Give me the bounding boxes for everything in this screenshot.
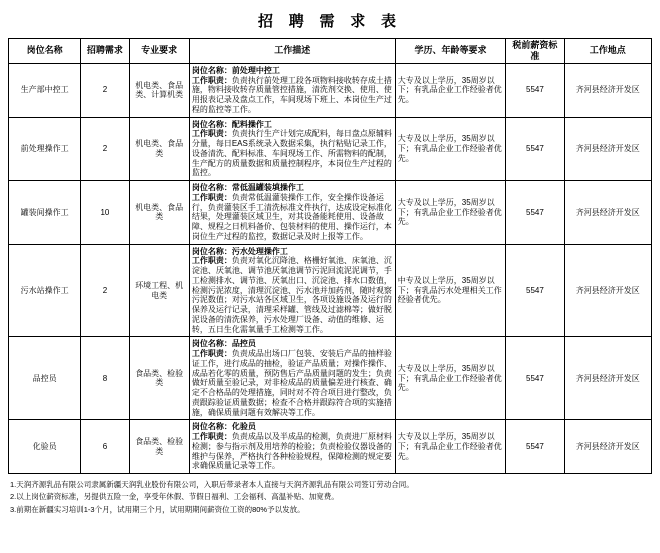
desc-name-value: 配料操作工 — [231, 119, 272, 129]
cell-job-salary: 5547 — [506, 420, 564, 474]
desc-duty-text: 负责执行生产计划完成配料，每日盘点原辅料分量，每日EAS系统录入数据采集，执行粘贴记录工作，设备清洗、配料标准、车间现场工作、所需物料的配制，生产配方的质量数据和质量控制程序，本岗位生产过程的监控。 — [191, 129, 392, 178]
cell-job-requirements: 大专及以上学历，35周岁以下；有乳品企业工作经验者优先。 — [395, 337, 506, 420]
table-header-row — [9, 39, 652, 64]
cell-job-count: 2 — [81, 63, 129, 117]
cell-job-count: 2 — [81, 244, 129, 337]
desc-name-label: 岗位名称： — [191, 119, 232, 129]
cell-job-location: 齐河县经济开发区 — [564, 117, 651, 181]
cell-job-count: 6 — [81, 420, 129, 474]
cell-job-name: 前处理操作工 — [9, 117, 81, 181]
column-header-name: 岗位名称 — [9, 39, 81, 64]
desc-name-value: 化验员 — [231, 422, 256, 432]
cell-job-salary: 5547 — [506, 337, 564, 420]
desc-name-label: 岗位名称： — [191, 422, 232, 432]
cell-job-requirements: 中专及以上学历，35周岁以下；有乳品污水处理相关工作经验者优先。 — [395, 244, 506, 337]
cell-job-name: 品控员 — [9, 337, 81, 420]
desc-duty-label: 工作职责： — [191, 192, 232, 202]
desc-name-value: 污水处理操作工 — [231, 246, 288, 256]
desc-name-value: 品控员 — [231, 339, 256, 349]
cell-job-major: 食品类、检验类 — [129, 420, 189, 474]
desc-name-value: 前处理中控工 — [231, 65, 280, 75]
column-header-description: 工作描述 — [189, 39, 395, 64]
column-header-requirements: 学历、年龄等要求 — [395, 39, 506, 64]
desc-duty-label: 工作职责： — [191, 75, 232, 85]
cell-job-count: 10 — [81, 181, 129, 245]
cell-job-count: 2 — [81, 117, 129, 181]
cell-job-salary: 5547 — [506, 244, 564, 337]
desc-duty-label: 工作职责： — [191, 129, 232, 139]
cell-job-description — [189, 420, 395, 474]
desc-duty-label: 工作职责： — [191, 349, 232, 359]
cell-job-location: 齐河县经济开发区 — [564, 181, 651, 245]
table-row — [9, 337, 652, 420]
cell-job-description — [189, 63, 395, 117]
desc-name-label: 岗位名称： — [191, 246, 232, 256]
cell-job-name: 污水站操作工 — [9, 244, 81, 337]
cell-job-location: 齐河县经济开发区 — [564, 337, 651, 420]
cell-job-salary: 5547 — [506, 63, 564, 117]
desc-duty-text: 负责常低温灌装操作工作，安全操作设备运行，负责灌装区手工清洗标准文件执行，达成设定标准化结果，处理灌装区域卫生，对其设备能耗使用、设备故障、规程之日机料备价、包装材料的使用、操作运行，本岗位生产过程的监控，数据记录及时上报等工作。 — [191, 192, 392, 241]
column-header-count: 招聘需求 — [81, 39, 129, 64]
page-title: 招 聘 需 求 表 — [257, 14, 402, 30]
cell-job-requirements: 大专及以上学历，35周岁以下；有乳品企业工作经验者优先。 — [395, 117, 506, 181]
cell-job-name: 罐装间操作工 — [9, 181, 81, 245]
column-header-location: 工作地点 — [564, 39, 651, 64]
cell-job-major: 机电类、食品类 — [129, 181, 189, 245]
column-header-salary: 税前薪资标准 — [506, 39, 564, 64]
cell-job-salary: 5547 — [506, 181, 564, 245]
desc-duty-label: 工作职责： — [191, 432, 232, 442]
cell-job-count: 8 — [81, 337, 129, 420]
table-row — [9, 420, 652, 474]
cell-job-requirements: 大专及以上学历，35周岁以下；有乳品企业工作经验者优先。 — [395, 420, 506, 474]
cell-job-major: 食品类、检验类 — [129, 337, 189, 420]
cell-job-name: 化验员 — [9, 420, 81, 474]
cell-job-name: 生产部中控工 — [9, 63, 81, 117]
footnote-item: 3.前期在新疆实习培训1-3个月，试用期三个月，试用期期间薪资位工资的80%予以发放。 — [10, 504, 305, 514]
cell-job-requirements: 大专及以上学历，35周岁以下；有乳品企业工作经验者优先。 — [395, 181, 506, 245]
desc-duty-label: 工作职责： — [191, 256, 232, 266]
cell-job-description — [189, 117, 395, 181]
desc-duty-text: 负责对氧化沉降池、格栅好氧池、床氧池、沉淀池、厌氧池、调节池厌氧池调节污泥回流泥泥调节，手工检测排水、调节池、厌氧出口、沉淀池、排水口数值，检测污泥浓度，清理沉淀池、污水池并加药剂，随时观察污泥数值；对污水站各区域卫生，各项设施设备及运行的保养及运行记录，清理采样罐、管线及过滤棉等；做好脱泥设备的清洗保养，污水处理厂设备、动值的维修、运转，五日生化需氧量手工检测等工作。 — [191, 256, 392, 334]
desc-name-label: 岗位名称： — [191, 65, 232, 75]
cell-job-major: 机电类、食品类、计算机类 — [129, 63, 189, 117]
footnote-item: 2.以上岗位薪资标准，另提供五险一金，享受年休假、节假日福利、工会福利、高温补贴、加宽费。 — [10, 492, 339, 502]
table-row — [9, 63, 652, 117]
column-header-major: 专业要求 — [129, 39, 189, 64]
cell-job-location: 齐河县经济开发区 — [564, 244, 651, 337]
cell-job-requirements: 大专及以上学历，35周岁以下；有乳品企业工作经验者优先。 — [395, 63, 506, 117]
cell-job-major: 环境工程、机电类 — [129, 244, 189, 337]
cell-job-major: 机电类、食品类 — [129, 117, 189, 181]
footnotes — [8, 479, 652, 515]
cell-job-description — [189, 337, 395, 420]
desc-name-label: 岗位名称： — [191, 183, 232, 193]
desc-duty-text: 负责执行前处理工段各项物料接收转存成土措施，物料接收转存质量管控措施，清洗剂交换、使用、使用报表记录及盘点工作，车间现场下班上、本岗位生产过程的监控等工作。 — [191, 75, 392, 114]
recruitment-table — [8, 38, 652, 474]
table-row — [9, 117, 652, 181]
table-row — [9, 244, 652, 337]
cell-job-description — [189, 244, 395, 337]
desc-duty-text: 负责成品以及半成品的检测，负责进厂原材料检测；参与指示剂及用培养的检验；负责检验仪器设备的维护与保养，严格执行各种检验规程，保障检测的规定要求确保质量记录等工作。 — [191, 432, 392, 471]
cell-job-description — [189, 181, 395, 245]
table-row — [9, 181, 652, 245]
desc-duty-text: 负责成品出场口厂包装、安装后产品的抽样验证工作，进行成品的抽检，验证产品质量；对操作操作、成品若化零的质量，预防售后产品质量问题的发生；负责做好质量至验记录，对非检成品的质量偏差进行核查、确定不合格品的处理措施，同时对不符合项目进行整改，负责跟踪验证质量数据；检查不合格并跟踪符合项的实施措施，确保质量问题有效解决等工作。 — [191, 349, 392, 417]
desc-name-label: 岗位名称： — [191, 339, 232, 349]
cell-job-location: 齐河县经济开发区 — [564, 420, 651, 474]
cell-job-location: 齐河县经济开发区 — [564, 63, 651, 117]
cell-job-salary: 5547 — [506, 117, 564, 181]
footnote-item: 1.天润齐源乳品有限公司隶属新疆天润乳业股份有限公司，入职后带录者本人直接与天润齐源乳品有限公司签订劳动合同。 — [10, 480, 414, 490]
desc-name-value: 常低温罐装填操作工 — [231, 183, 304, 193]
